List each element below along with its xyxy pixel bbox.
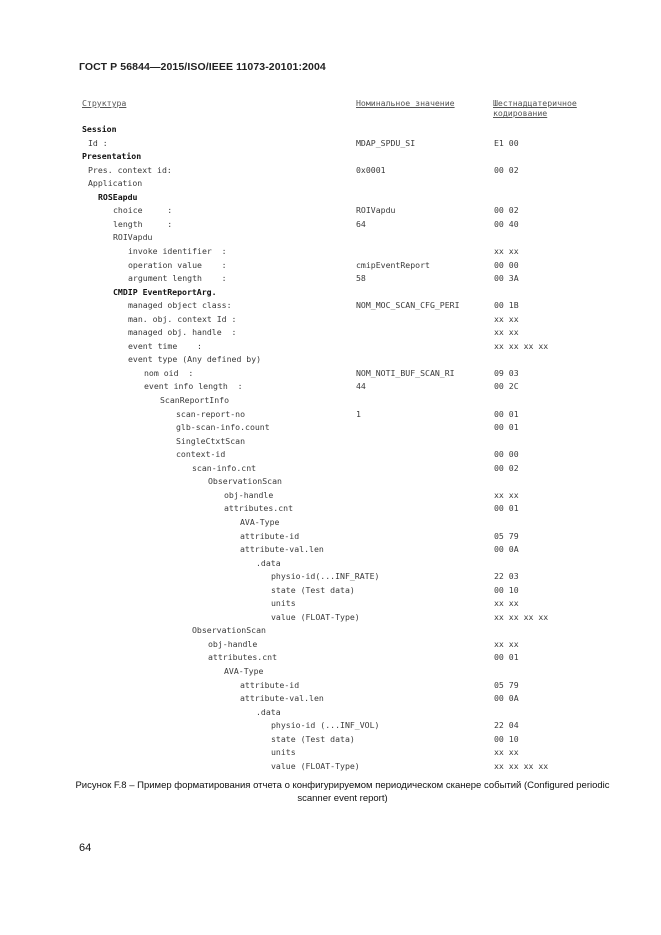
table-row (0, 314, 661, 328)
table-row (0, 178, 661, 192)
row-hex-value: xx xx xx xx (494, 760, 549, 771)
table-row (0, 761, 661, 775)
table-row (0, 124, 661, 138)
table-row (0, 436, 661, 450)
table-row (0, 707, 661, 721)
row-hex-value: 00 10 (494, 584, 519, 595)
row-label: attribute-val.len (240, 693, 324, 704)
table-row (0, 327, 661, 341)
table-row (0, 571, 661, 585)
table-row (0, 287, 661, 301)
row-label: physio-id (...INF_VOL) (271, 720, 380, 731)
table-row (0, 585, 661, 599)
row-label: AVA-Type (224, 666, 264, 676)
table-row (0, 747, 661, 761)
row-nominal-value: NOM_MOC_SCAN_CFG_PERI (356, 300, 460, 311)
row-hex-value: 22 04 (494, 720, 519, 731)
table-row (0, 652, 661, 666)
table-row (0, 260, 661, 274)
row-hex-value: 00 40 (494, 218, 519, 229)
table-row (0, 558, 661, 572)
row-hex-value: 00 02 (494, 205, 519, 216)
table-row (0, 165, 661, 179)
table-row (0, 625, 661, 639)
row-label: SingleCtxtScan (176, 435, 246, 446)
row-hex-value: 00 02 (494, 462, 519, 473)
table-row (0, 693, 661, 707)
table-row (0, 612, 661, 626)
row-hex-value: 00 0A (494, 693, 519, 704)
row-hex-value: xx xx (494, 489, 519, 500)
row-label: attributes.cnt (224, 503, 294, 514)
row-label: state (Test data) (271, 733, 355, 744)
row-label: nom oid : (144, 367, 194, 378)
row-hex-value: 00 0A (494, 544, 519, 555)
table-row (0, 246, 661, 260)
row-label: CMDIP EventReportArg. (113, 286, 217, 297)
table-row (0, 734, 661, 748)
table-row (0, 192, 661, 206)
row-label: AVA-Type (240, 516, 280, 527)
row-nominal-value: 0x0001 (356, 164, 386, 175)
row-label: .data (256, 557, 281, 568)
table-row (0, 409, 661, 423)
row-label: ObservationScan (208, 476, 282, 487)
table-row (0, 151, 661, 165)
row-hex-value: 09 03 (494, 367, 519, 378)
row-nominal-value: NOM_NOTI_BUF_SCAN_RI (356, 367, 455, 378)
row-hex-value: xx xx (494, 598, 519, 609)
row-label: event type (Any defined by) (128, 354, 262, 365)
row-label: Session (82, 124, 117, 134)
row-hex-value: 00 01 (494, 422, 519, 433)
row-hex-value: 00 01 (494, 503, 519, 514)
row-hex-value: 00 01 (494, 408, 519, 419)
row-label: argument length : (128, 273, 227, 284)
row-label: context-id (176, 449, 226, 460)
row-label: choice : (113, 205, 173, 216)
row-nominal-value: ROIVapdu (356, 205, 396, 216)
row-label: length : (113, 218, 173, 229)
row-label: ScanReportInfo (160, 395, 230, 405)
row-hex-value: 00 02 (494, 164, 519, 175)
row-label: scan-report-no (176, 408, 246, 419)
row-label: glb-scan-info.count (176, 422, 270, 433)
table-row (0, 639, 661, 653)
row-hex-value: 00 3A (494, 273, 519, 284)
row-hex-value: xx xx xx xx (494, 340, 549, 351)
row-hex-value: 00 10 (494, 733, 519, 744)
table-row (0, 232, 661, 246)
row-hex-value: 00 00 (494, 449, 519, 460)
row-hex-value: xx xx (494, 747, 519, 758)
row-label: value (FLOAT-Type) (271, 760, 360, 771)
row-label: ROIVapdu (113, 232, 153, 243)
table-row (0, 300, 661, 314)
row-label: man. obj. context Id : (128, 313, 237, 324)
row-label: state (Test data) (271, 584, 355, 595)
column-nominal-value: Номинальное значение (356, 98, 455, 108)
table-row (0, 463, 661, 477)
table-row (0, 680, 661, 694)
row-label: Pres. context id: (88, 164, 172, 175)
figure-caption: Рисунок F.8 – Пример форматирования отчета о конфигурируемом периодическом сканере событий (Configured periodic scanner event report) (75, 780, 610, 804)
row-label: operation value : (128, 259, 227, 270)
table-row (0, 598, 661, 612)
row-label: units (271, 598, 296, 609)
table-row (0, 381, 661, 395)
table-row (0, 666, 661, 680)
table-row (0, 503, 661, 517)
column-structure: Структура (82, 98, 127, 108)
page-number: 64 (79, 842, 92, 854)
row-label: attribute-id (240, 530, 300, 541)
row-hex-value: xx xx xx xx (494, 611, 549, 622)
table-row (0, 517, 661, 531)
row-label: managed obj. handle : (128, 327, 237, 338)
row-nominal-value: 64 (356, 218, 366, 229)
row-label: scan-info.cnt (192, 462, 257, 473)
row-nominal-value: MDAP_SPDU_SI (356, 137, 416, 148)
table-row (0, 395, 661, 409)
table-row (0, 205, 661, 219)
column-hex-encoding: Шестнадцатеричное кодирование (493, 98, 577, 118)
row-label: .data (256, 706, 281, 717)
table-row (0, 354, 661, 368)
row-hex-value: 00 00 (494, 259, 519, 270)
row-nominal-value: 1 (356, 408, 361, 419)
row-label: value (FLOAT-Type) (271, 611, 360, 622)
row-label: ROSEapdu (98, 191, 138, 202)
table-row (0, 476, 661, 490)
row-nominal-value: cmipEventReport (356, 259, 430, 270)
row-hex-value: E1 00 (494, 137, 519, 148)
row-label: ObservationScan (192, 625, 266, 636)
row-label: units (271, 747, 296, 758)
row-label: Id : (88, 137, 108, 148)
table-row (0, 544, 661, 558)
table-row (0, 341, 661, 355)
row-hex-value: 05 79 (494, 530, 519, 541)
row-hex-value: xx xx (494, 327, 519, 338)
row-label: physio-id(...INF_RATE) (271, 571, 380, 582)
table-row (0, 368, 661, 382)
row-hex-value: xx xx (494, 245, 519, 256)
row-nominal-value: 58 (356, 273, 366, 284)
row-hex-value: 05 79 (494, 679, 519, 690)
table-row (0, 720, 661, 734)
document-header: ГОСТ Р 56844—2015/ISO/IEEE 11073-20101:2004 (79, 61, 326, 73)
row-label: invoke identifier : (128, 245, 227, 256)
row-hex-value: xx xx (494, 638, 519, 649)
row-label: Presentation (82, 151, 142, 162)
row-hex-value: 22 03 (494, 571, 519, 582)
row-hex-value: xx xx (494, 313, 519, 324)
row-label: Application (88, 178, 143, 189)
table-row (0, 273, 661, 287)
row-label: attributes.cnt (208, 652, 278, 663)
row-label: event info length : (144, 381, 243, 392)
row-label: attribute-val.len (240, 544, 324, 555)
table-row (0, 219, 661, 233)
table-row (0, 138, 661, 152)
row-label: attribute-id (240, 679, 300, 690)
row-label: managed object class: (128, 300, 232, 311)
table-row (0, 531, 661, 545)
row-label: obj-handle (208, 638, 258, 649)
table-row (0, 449, 661, 463)
row-hex-value: 00 1B (494, 300, 519, 311)
row-hex-value: 00 01 (494, 652, 519, 663)
row-nominal-value: 44 (356, 381, 366, 392)
row-hex-value: 00 2C (494, 381, 519, 392)
table-row (0, 490, 661, 504)
table-row (0, 422, 661, 436)
row-label: event time : (128, 340, 202, 351)
row-label: obj-handle (224, 489, 274, 500)
